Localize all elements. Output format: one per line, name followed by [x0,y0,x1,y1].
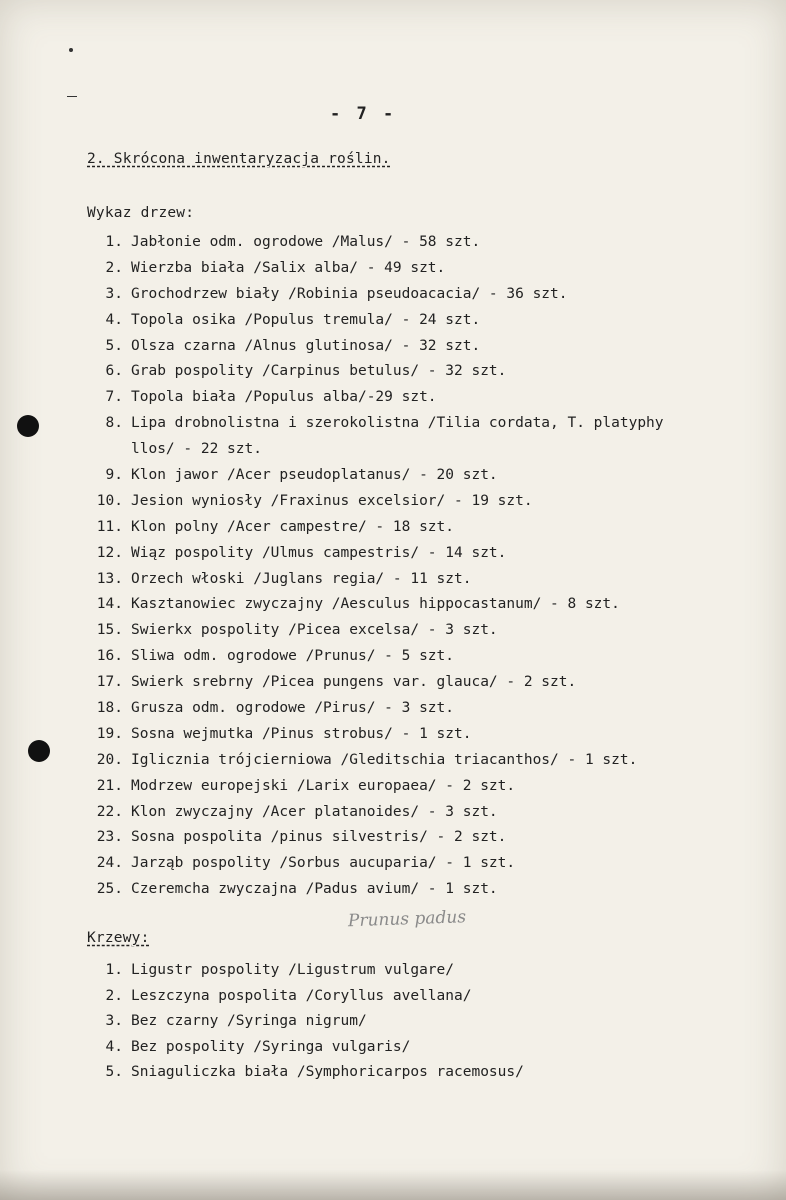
list-item [85,962,524,988]
item-number: 20. [96,751,123,768]
item-number: 15. [96,622,123,639]
item-text: Jabłonie odm. ogrodowe /Malus/ - 58 szt. [131,234,481,250]
item-number: 7. [105,389,123,406]
ink-mark [67,96,77,97]
list-item [85,286,664,312]
list-item [85,700,664,726]
list-item [85,855,664,881]
list-item [85,829,664,855]
item-text: Swierk srebrny /Picea pungens var. glauca/ - 2 szt. [131,674,577,691]
item-number: 16. [96,648,123,665]
list-item [85,988,524,1014]
list-item [85,260,664,286]
item-text: llos/ - 22 szt. [131,441,262,458]
item-text: Wiąz pospolity /Ulmus campestris/ - 14 szt. [131,544,507,561]
item-number: 11. [96,518,123,535]
list-item [85,1039,524,1065]
list-item [85,726,664,752]
item-text: Czeremcha zwyczajna /Padus avium/ - 1 szt. [131,881,498,898]
list-item [85,1013,524,1039]
item-number: 19. [96,725,123,742]
item-text: Klon polny /Acer campestre/ - 18 szt. [131,518,455,535]
list-item [85,363,664,389]
item-text: Sniaguliczka biała /Symphoricarpos racemosus/ [131,1064,524,1080]
item-text: Jesion wyniosły /Fraxinus excelsior/ - 19 szt. [131,492,533,509]
list-item [85,778,664,804]
item-number: 1. [105,962,123,978]
item-number: 3. [105,1013,123,1029]
handwritten-annotation [344,900,484,940]
item-number: 21. [96,777,123,794]
item-text: Grochodrzew biały /Robinia pseudoacacia/ - 36 szt. [131,285,568,302]
item-text: Klon jawor /Acer pseudoplatanus/ - 20 szt. [131,467,498,484]
item-number: 4. [105,1038,123,1055]
shrubs-list [85,962,524,1090]
punch-hole [17,415,39,437]
list-item [85,674,664,700]
item-text: Wierzba biała /Salix alba/ - 49 szt. [131,259,446,276]
page-number: - 7 - [330,104,397,124]
trees-list [85,234,664,907]
item-number: 5. [105,1064,123,1080]
page-edge-shadow [0,1170,786,1200]
item-text: Grusza odm. ogrodowe /Pirus/ - 3 szt. [131,700,455,717]
item-number: 5. [105,337,123,354]
list-item [85,622,664,648]
item-number: 10. [96,492,123,509]
item-text: Klon zwyczajny /Acer platanoides/ - 3 szt. [131,803,498,820]
list-item [85,519,664,545]
item-text: Sliwa odm. ogrodowe /Prunus/ - 5 szt. [131,648,455,665]
list-item [85,415,664,441]
list-item [85,571,664,597]
shrubs-heading: Krzewy: [87,930,150,946]
item-text: Bez czarny /Syringa nigrum/ [131,1013,367,1029]
section-title: 2. Skrócona inwentaryzacja roślin. [87,151,391,167]
list-item [85,752,664,778]
item-text: Jarząb pospolity /Sorbus aucuparia/ - 1 szt. [131,855,516,872]
list-item [85,648,664,674]
list-item [85,493,664,519]
item-text: Topola biała /Populus alba/-29 szt. [131,389,437,406]
item-text: Olsza czarna /Alnus glutinosa/ - 32 szt. [131,337,481,354]
item-text: Grab pospolity /Carpinus betulus/ - 32 szt. [131,363,507,380]
item-text: Modrzew europejski /Larix europaea/ - 2 szt. [131,777,516,794]
list-item [85,389,664,415]
item-text: Iglicznia trójcierniowa /Gleditschia triacanthos/ - 1 szt. [131,751,638,768]
item-number: 6. [105,363,123,380]
item-text: Topola osika /Populus tremula/ - 24 szt. [131,311,481,328]
list-item [85,1064,524,1090]
item-number: 25. [96,881,123,898]
item-number: 9. [105,467,123,484]
list-item [85,467,664,493]
item-number: 22. [96,803,123,820]
list-item [85,234,664,260]
item-number: 2. [105,987,123,1004]
item-text: Leszczyna pospolita /Coryllus avellana/ [131,987,472,1004]
item-number: 12. [96,544,123,561]
item-text: Sosna pospolita /pinus silvestris/ - 2 szt. [131,829,507,846]
item-text: Kasztanowiec zwyczajny /Aesculus hippocastanum/ - 8 szt. [131,596,620,613]
list-item [85,545,664,571]
trees-heading: Wykaz drzew: [87,205,195,221]
item-number: 18. [96,700,123,717]
item-number: 8. [105,415,123,432]
handwritten-note: Prunus padus [347,907,467,932]
item-number: 13. [96,570,123,587]
item-number: 3. [105,285,123,302]
list-item [85,312,664,338]
item-number: 1. [105,234,123,250]
list-item [85,596,664,622]
item-number: 23. [96,829,123,846]
item-text: Ligustr pospolity /Ligustrum vulgare/ [131,962,455,978]
ink-speck [69,48,73,52]
list-item [85,338,664,364]
item-number: 4. [105,311,123,328]
list-item [85,804,664,830]
punch-hole [28,740,50,762]
item-number: 24. [96,855,123,872]
item-text: Swierkx pospolity /Picea excelsa/ - 3 szt. [131,622,498,639]
item-text: Lipa drobnolistna i szerokolistna /Tilia cordata, T. platyphy [131,415,664,432]
item-number: 2. [105,259,123,276]
item-text: Sosna wejmutka /Pinus strobus/ - 1 szt. [131,725,472,742]
item-text: Bez pospolity /Syringa vulgaris/ [131,1038,411,1055]
item-number: 17. [96,674,123,691]
item-number: 14. [96,596,123,613]
list-item-continuation [85,441,664,467]
item-text: Orzech włoski /Juglans regia/ - 11 szt. [131,570,472,587]
